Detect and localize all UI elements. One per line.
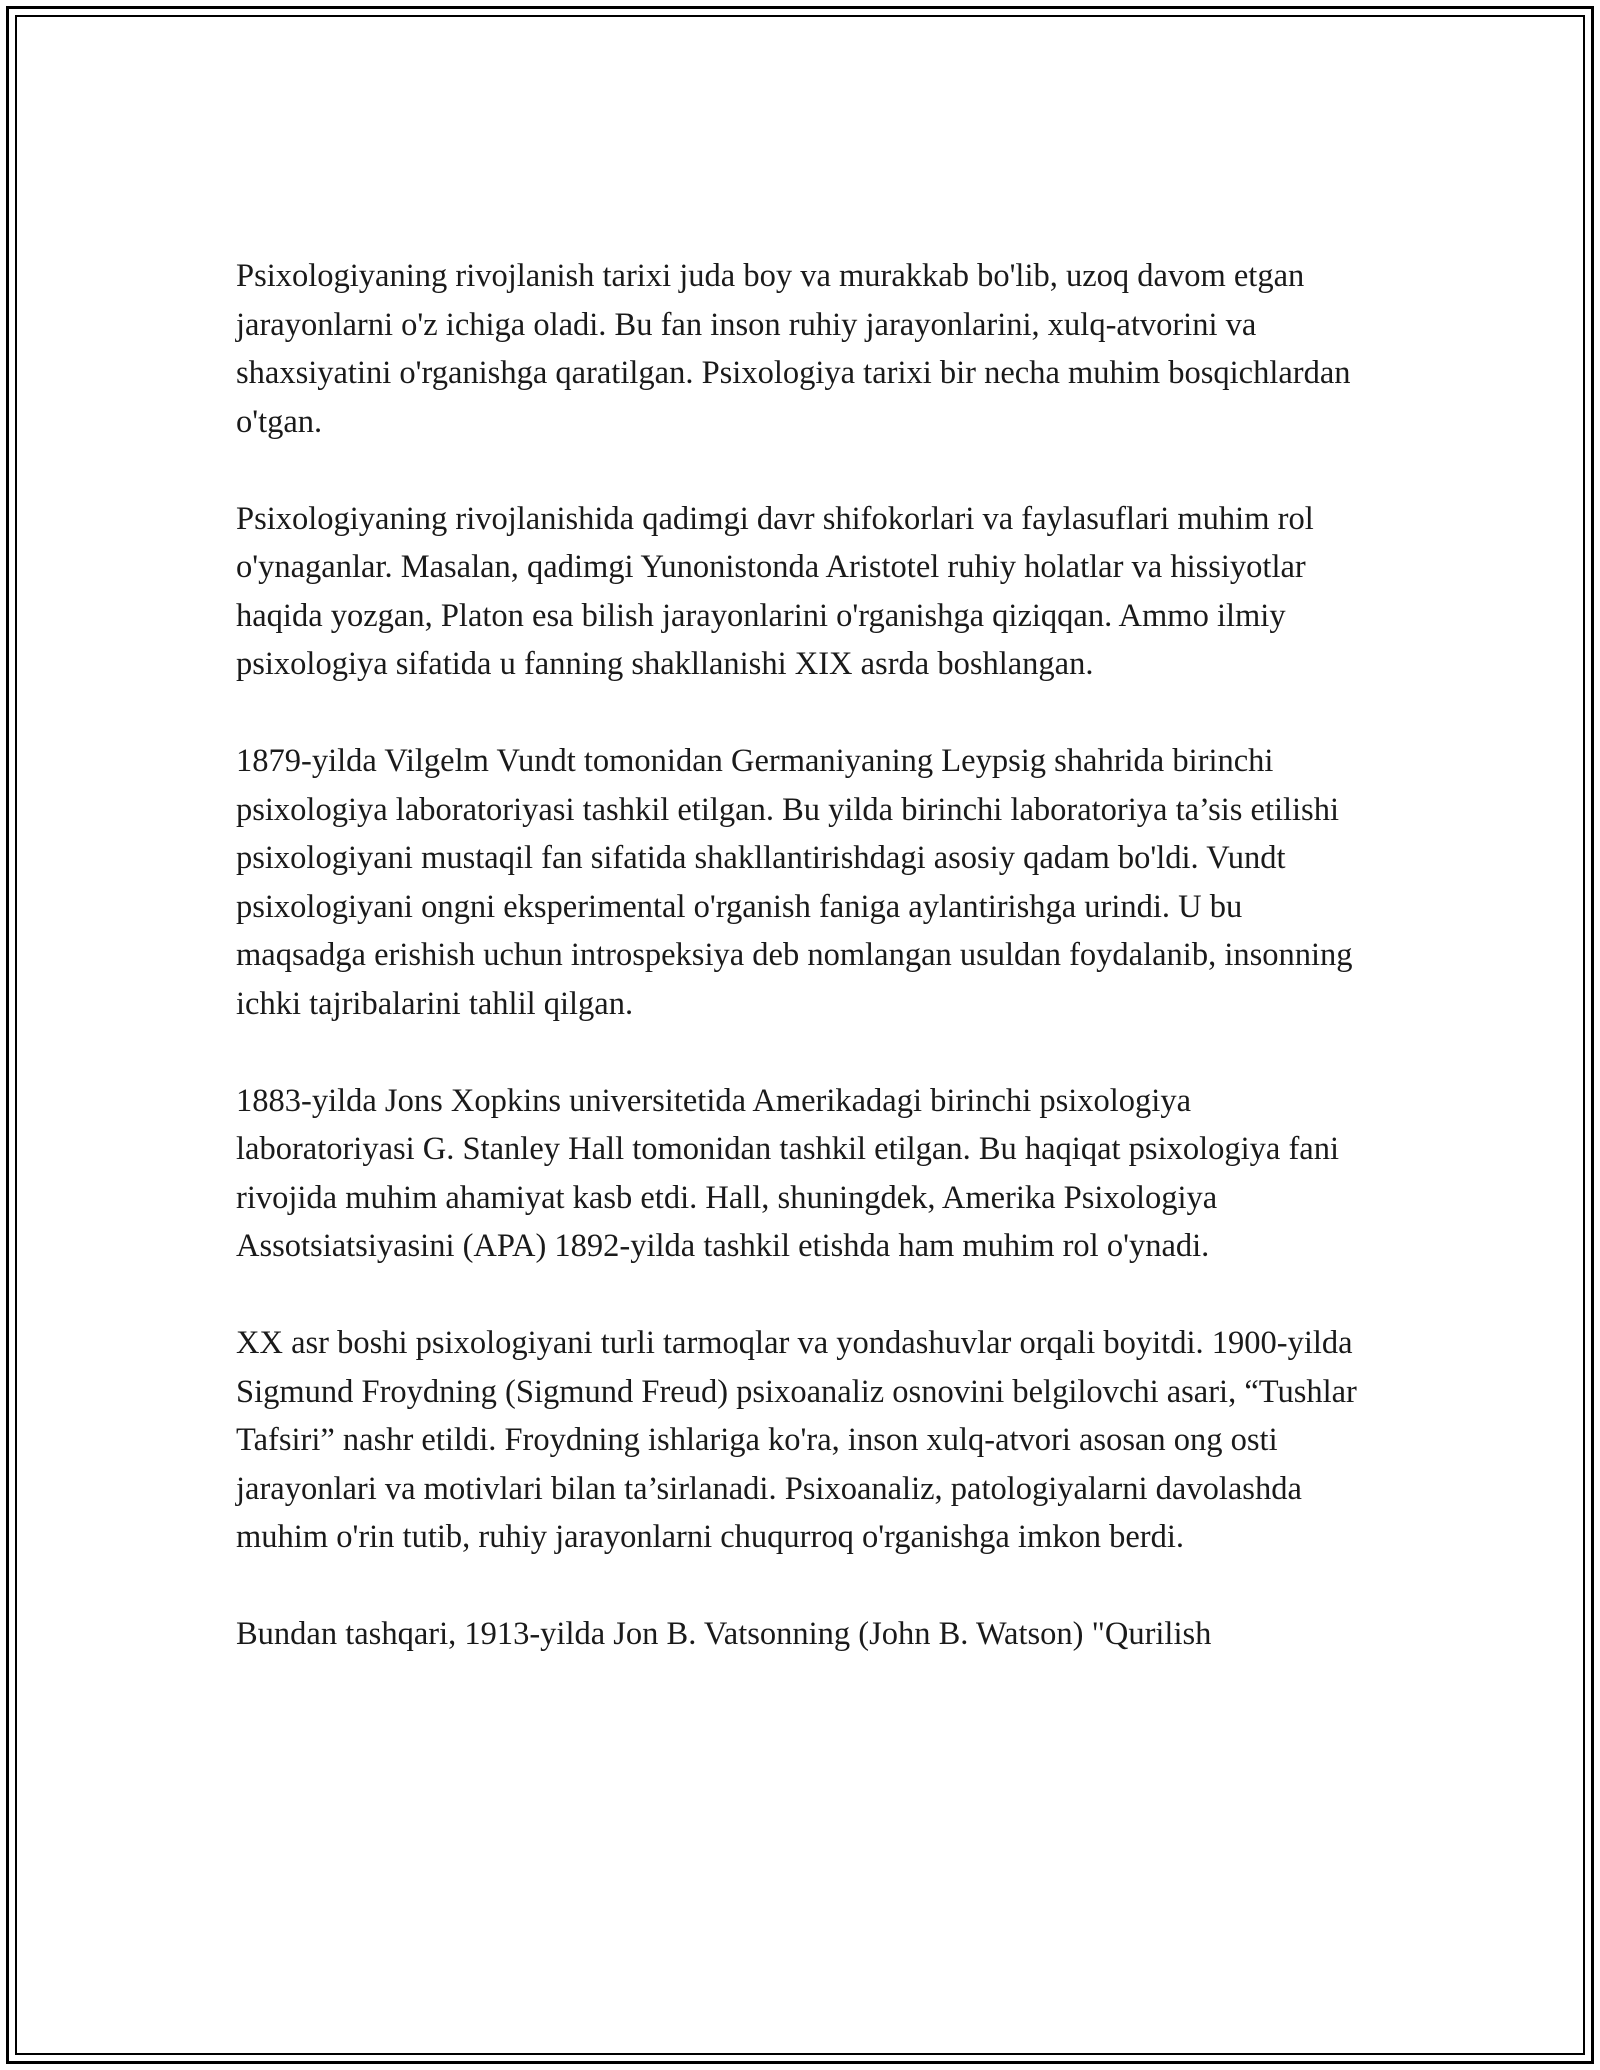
paragraph-wundt: 1879-yilda Vilgelm Vundt tomonidan Germaniyaning Leypsig shahrida birinchi psixologiya laboratoriyasi tashkil etilgan. Bu yilda birinchi laboratoriya ta’sis etilishi psixologiyani mustaqil fan sifatida shakllantirishdagi asosiy qadam bo'ldi. Vundt psixologiyani ongni eksperimental o'rganish faniga aylantirishga urindi. U bu maqsadga erishish uchun introspeksiya deb nomlangan usuldan foydalanib, insonning ichki tajribalarini tahlil qilgan. — [236, 743, 1353, 1022]
paragraph-intro: Psixologiyaning rivojlanish tarixi juda boy va murakkab bo'lib, uzoq davom etgan jarayonlarni o'z ichiga oladi. Bu fan inson ruhiy jarayonlarini, xulq-atvorini va shaxsiyatini o'rganishga qaratilgan. Psixologiya tarixi bir necha muhim bosqichlardan o'tgan. — [236, 258, 1351, 440]
paragraph-watson: Bundan tashqari, 1913-yilda Jon B. Vatsonning (John B. Watson) "Qurilish — [236, 1616, 1212, 1652]
paragraph-freud: XX asr boshi psixologiyani turli tarmoqlar va yondashuvlar orqali boyitdi. 1900-yilda Sigmund Froydning (Sigmund Freud) psixoanaliz osnovini belgilovchi asari, “Tushlar Tafsiri” nashr etildi. Froydning ishlariga ko'ra, inson xulq-atvori asosan ong osti jarayonlari va motivlari bilan ta’sirlanadi. Psixoanaliz, patologiyalarni davolashda muhim o'rin tutib, ruhiy jarayonlarni chuqurroq o'rganishga imkon berdi. — [236, 1325, 1357, 1555]
document-body — [236, 252, 1376, 1707]
paragraph-hall: 1883-yilda Jons Xopkins universitetida Amerikadagi birinchi psixologiya laboratoriyasi G. Stanley Hall tomonidan tashkil etilgan. Bu haqiqat psixologiya fani rivojida muhim ahamiyat kasb etdi. Hall, shuningdek, Amerika Psixologiya Assotsiatsiyasini (APA) 1892-yilda tashkil etishda ham muhim rol o'ynadi. — [236, 1082, 1339, 1264]
paragraph-ancient-era: Psixologiyaning rivojlanishida qadimgi davr shifokorlari va faylasuflari muhim rol o'ynaganlar. Masalan, qadimgi Yunonistonda Aristotel ruhiy holatlar va hissiyotlar haqida yozgan, Platon esa bilish jarayonlarini o'rganishga qiziqqan. Ammo ilmiy psixologiya sifatida u fanning shakllanishi XIX asrda boshlangan. — [236, 500, 1314, 682]
